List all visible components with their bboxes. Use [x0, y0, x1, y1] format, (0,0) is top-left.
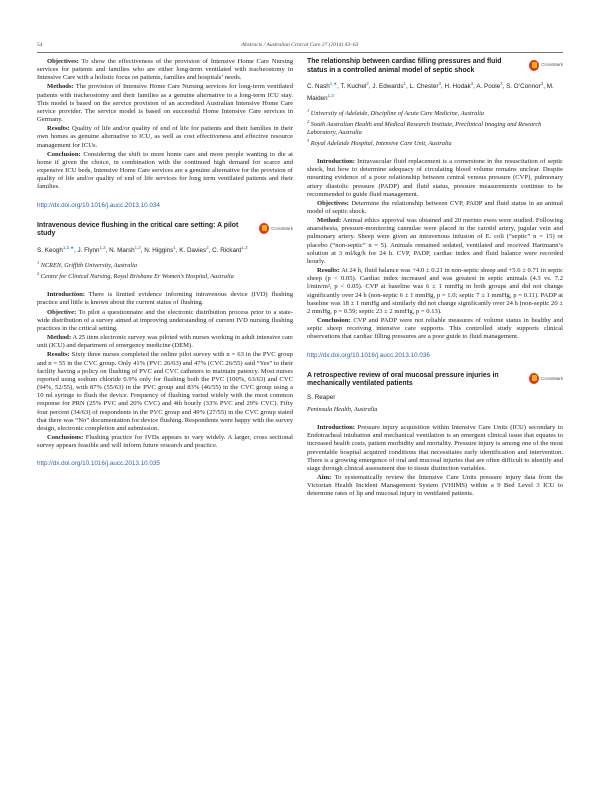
doi-link[interactable]: http://dx.doi.org/10.1016/j.aucc.2013.10.035 — [37, 460, 160, 468]
abstract-oral-mucosal — [307, 372, 563, 499]
affiliation: $^1$ University of Adelaide, Discipline of Acute Care Medicine, Australia — [307, 107, 485, 117]
author: H. Hodak$^3$, — [444, 81, 475, 91]
author: T. Kuchel$^2$, — [340, 81, 371, 91]
doi-link[interactable]: http://dx.doi.org/10.1016/j.aucc.2013.10.034 — [37, 201, 160, 209]
affiliation: $^3$ Royal Adelaide Hospital, Intensive Care Unit, Australia — [307, 137, 452, 148]
affiliation: $^2$ Centre for Clinical Nursing, Royal Brisbane Er Women’s Hospital, Australia — [37, 271, 234, 281]
crossmark-badge[interactable] — [259, 222, 293, 236]
journal-citation: Abstracts / Australian Critical Care 27 (2014) 43–63 — [241, 42, 359, 48]
paragraph: Objectives: To show the effectiveness of the provision of Intensive Home Care Nursing services for patients and families who are either long-term ventilated with tracheostomy in Intensive Care with a holistic focus on patients, families and hospitals’ needs. — [37, 58, 294, 82]
paragraph: Conclusion: Considering the shift to more home care and more people wanting to die at home if given the choice, in combination with the continued high demand for scarce and expensive ICU beds, Intensive Home Care services are a genuine alternative for the provision of quality of life and/or quality of end of life services for long term ventilated patients and their families. — [37, 150, 294, 191]
page-header — [37, 42, 563, 52]
author: J. Flynn$^{1,2}$, — [77, 244, 108, 254]
paragraph: Method: Animal ethics approval was obtained and 20 merino ewes were studied. Following anaesthesia, pressure-monitoring cannulae were placed in the carotid artery, jugular vein and pulmonary artery. Sheep were given an intravenous infusion of E. coli (“septic” n = 15) or placebo (“non-septic” n = 5). Animals remained sedated, ventilated and received Hartmann’s solution at 3 ml/kg/h for 24 h. CVP, PADP, cardiac index and fluid balance were recorded hourly. — [307, 217, 563, 265]
paragraph: Results: Sixty three nurses completed the online pilot survey with n = 63 in the PVC group and n = 55 in the CVC group. Only 41% (PVC 26/63) and 47% (CVC 26/55) said “Yes” to their facility having a policy on flushing of PVC and CVC catheters to maintain patency. Most nurses reported using sodium chloride 0.9% only for flushing both the PVC (100%, 63/63) and CVC (94%, 52/55), with 87% (55/63) in the PVC group and 83% (46/55) in the CVC group using a 10 ml syringe to flush the device. Frequency of flushing varied widely with the most common response for PRN (25% PVC and 20% CVC) and 4th hourly (33% PVC and 29% CVC). Fifty four percent (34/63) of respondents in the PVC group and 49% (27/55) in the CVC group stated that there was “No” documentation for device flushing. Respondents were happy with the survey design, electronic completion and submission. — [37, 351, 293, 432]
author: N. Higgins$^1$, — [144, 244, 178, 254]
abstract-title: Intravenous device flushing in the critical care setting: A pilot study — [37, 221, 239, 238]
crossmark-badge[interactable] — [529, 372, 563, 386]
author: S. O’Connor$^3$, — [506, 81, 545, 91]
affiliation: Peninsula Health, Australia — [307, 406, 378, 414]
author: A. Poole$^3$, — [476, 81, 505, 91]
paragraph: Objective: To pilot a questionnaire and the electronic distribution process prior to a state-wide distribution of a survey aimed at improving understanding of current IVD nursing flushing practices in the critical setting. — [37, 308, 293, 332]
affiliation: $^2$ South Australian Health and Medical Research Institute, Preclinical Imaging and Research Laboratory, Australia — [307, 118, 542, 136]
author: J. Edwards$^1$, — [372, 81, 408, 91]
affiliation: $^1$ NCREN, Griffith University, Australia — [37, 260, 138, 270]
author-list — [37, 244, 293, 255]
paragraph: Results: At 24 h, fluid balance was +4.0 ± 0.21 in non-septic sheep and +5.6 ± 0.71 in septic sheep (p < 0.05). Cardiac index increased and was greatest in septic animals (4.3 vs. 7.2 l/min/m², p < 0.05). CVP at baseline was 6 ± 1 mmHg in both groups and did not change significantly over 24 h (non-septic 6 ± 1 mmHg, p = 1.0; septic 7 ± 1 mmHg, p = 0.11). PADP at baseline was 18 ± 1 mmHg and similarly did not change significantly over 24 h (non-septic 20 ± 2 mmHg, p = 0.59; septic 23 ± 2 mmHg, p = 0.13). — [307, 267, 563, 315]
author: L. Chester$^3$, — [409, 81, 443, 91]
abstract-cardiac-filling — [307, 58, 563, 360]
header-rule — [37, 52, 563, 53]
page-number: 54 — [37, 42, 43, 48]
paragraph: Aim: To systematically review the Intensive Care Units pressure injury data from the Victorian Health Incident Management System (VHIMS) within a 9 Bed Level 3 ICU to determine rates of lip and mucosal injury in ventilated patients. — [307, 473, 563, 498]
left-column — [37, 58, 293, 480]
right-column — [307, 58, 563, 499]
abstract-iv-flushing — [37, 222, 293, 469]
abstract-header — [37, 222, 293, 239]
crossmark-label: CrossMark — [271, 225, 293, 231]
author-list — [307, 394, 563, 402]
paragraph: Method: A 25 item electronic survey was piloted with nurses working in adult intensive care unit (ICU) and department of emergency medicine (DEM). — [37, 334, 293, 350]
paragraph: Introduction: There is limited evidence informing intravenous device (IVD) flushing practice and little is known about the current status of flushing. — [37, 291, 293, 307]
crossmark-label: CrossMark — [541, 375, 563, 381]
author: C. Nash$^{1,∗}$, — [307, 81, 339, 91]
crossmark-icon — [529, 60, 539, 71]
affiliation-list — [37, 259, 293, 281]
abstract-header — [307, 372, 563, 389]
continued-abstract — [37, 58, 293, 192]
crossmark-label: CrossMark — [541, 61, 563, 67]
paragraph: Introduction: Intravascular fluid replacement is a cornerstone in the resuscitation of septic shock, but how to determine adequacy of circulating blood volume remains unclear. Despite mounting evidence of a poor relationship between central venous pressure (CVP), pulmonary artery diastolic pressure (PADP) and fluid status, pressure measurements continue to be recommended to guide fluid management. — [307, 158, 563, 198]
crossmark-badge[interactable] — [529, 58, 563, 72]
affiliation-list — [307, 107, 563, 148]
author: M. Maiden$^{1,3}$ — [307, 83, 554, 102]
paragraph: Methods: The provision of Intensive Home Care Nursing services for long-term ventilated patients with tracheostomy and their families as a genuine alternative to a long-term ICU stay. This model is based on the service provision of an accredited Australian Intensive Home Care service provider. The service model is based on successful Home Intensive Care services in Germany. — [37, 83, 293, 124]
paragraph: Objectives: Determine the relationship between CVP, PADP and fluid status in an animal model of septic shock. — [307, 199, 563, 215]
affiliation-list — [307, 406, 563, 414]
abstract-title: A retrospective review of oral mucosal pressure injuries in mechanically ventilated patients — [307, 371, 499, 388]
author: S. Reaper — [307, 393, 336, 401]
author: N. Marsh$^{1,2}$, — [109, 244, 143, 254]
author: S. Keogh$^{1,2,∗}$, — [37, 244, 76, 254]
paragraph: Conclusion: CVP and PADP were not reliable measures of volume status in healthy and septic sheep receiving intensive care supports. This controlled study supports clinical observations that cardiac filling pressures are a poor guide to fluid management. — [307, 317, 563, 341]
abstract-title: The relationship between cardiac filling pressures and fluid status in a controlled animal model of septic shock — [307, 58, 502, 74]
author: K. Davies$^2$, — [179, 244, 211, 254]
doi-link[interactable]: http://dx.doi.org/10.1016/j.aucc.2013.10.036 — [307, 351, 430, 359]
abstract-header — [307, 58, 563, 75]
crossmark-icon — [529, 373, 539, 384]
paragraph: Results: Quality of life and/or quality of end of life for patients and their families in their own homes as genuine alternative to ICU, as well as cost effectiveness and effective resource management for ICUs. — [37, 125, 293, 149]
author-list — [307, 80, 563, 103]
paragraph: Introduction: Pressure injury acquisition within Intensive Care Units (ICU) secondary to Endotracheal intubation and mechanical ventilation is an emergent clinical issue that equates to increased health costs, patient morbidity and mortality. Pressure injury is among one of the most preventable hospital acquired conditions that necessitates early identification and intervention. There is a growing emergence of oral and mucosal injuries that are often difficult to identify and stage through clinical assessment due to tissue distinction variables. — [307, 424, 563, 472]
paragraph: Conclusions: Flushing practice for IVDs appears to vary widely. A larger, cross sectional survey appears feasible and will inform future research and practice. — [37, 433, 293, 450]
author: C. Rickard$^{1,2}$ — [212, 244, 248, 254]
crossmark-icon — [259, 223, 269, 234]
